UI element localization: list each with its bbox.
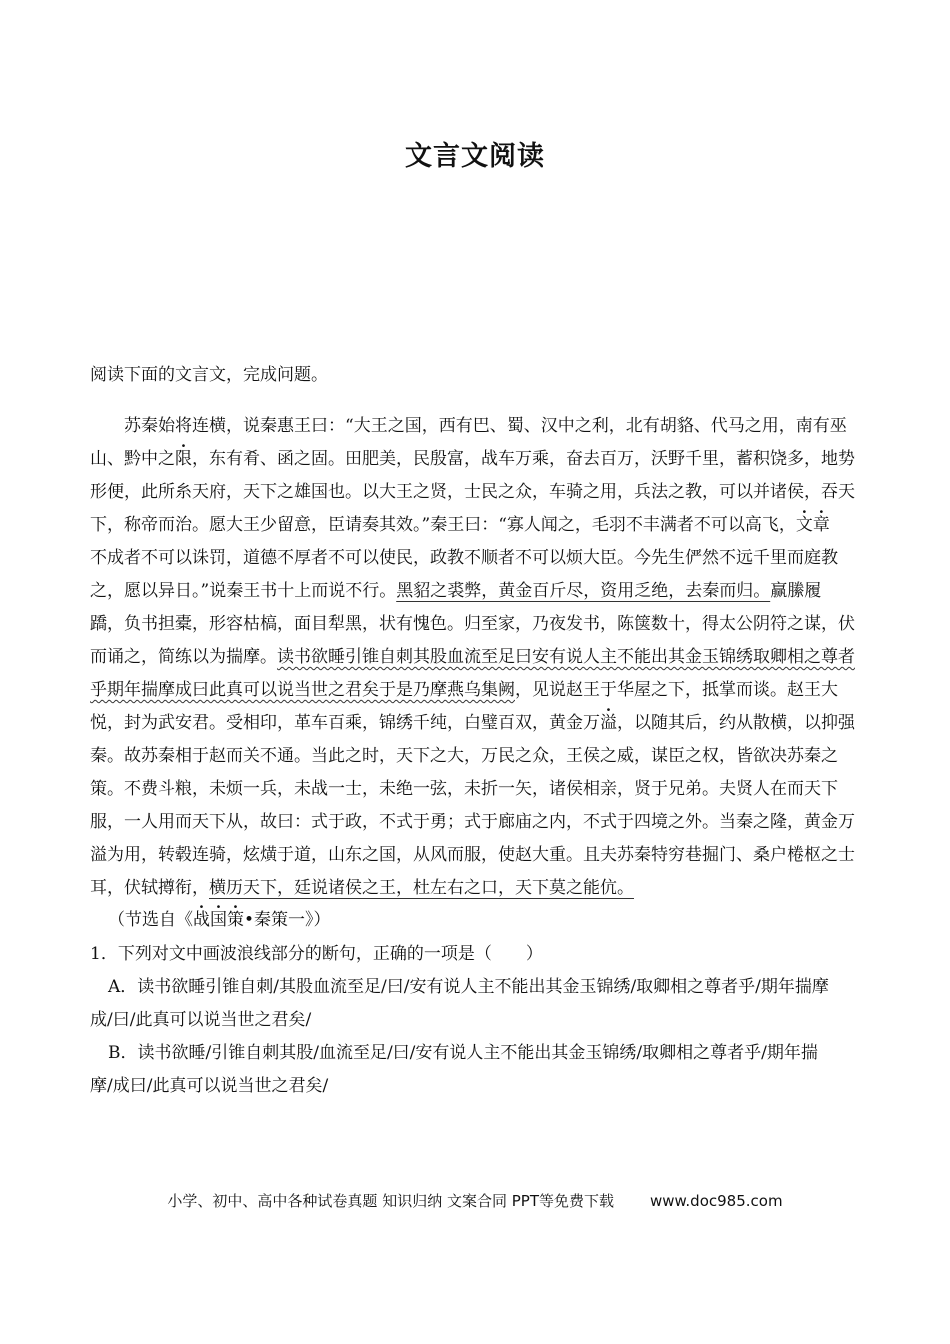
option-a-line-1: A．读书欲睡引锥自刺/其股血流至足/曰/安有说人主不能出其金玉锦绣/取卿相之尊者乎/期年揣摩 — [108, 977, 829, 997]
wavy-underlined-text: 乎期年揣摩成曰此真可以说当世之君矣于是乃摩燕乌集阙 — [90, 680, 515, 700]
passage-line-14: 溢为用，转毂连骑，炫熿于道，山东之国，从风而服，使赵大重。且夫苏秦特穷巷掘门、桑户棬枢之士 — [90, 845, 855, 865]
passage-line-3: 形便，此所糸天府，天下之雄国也。以大王之贤，士民之众，车骑之用，兵法之教，可以并诸侯，吞天 — [90, 482, 855, 502]
footer-text: 小学、初中、高中各种试卷真题 知识归纳 文案合同 PPT等免费下载 — [167, 1192, 614, 1210]
underlined-sentence: 黑貂之裘弊，黄金百斤尽，资用乏绝，去秦而归。 — [396, 581, 771, 601]
page-footer — [0, 1190, 950, 1211]
option-b-line-1: B．读书欲睡/引锥自刺其股/血流至足/曰/安有说人主不能出其金玉锦绣/取卿相之尊者乎/期年揣 — [108, 1043, 818, 1063]
passage-line-6: 之，愿以异日。”说秦王书十上而说不行。黑貂之裘弊，黄金百斤尽，资用乏绝，去秦而归。赢縢履 — [90, 581, 822, 601]
passage-line-1: 苏秦始将连横，说秦惠王曰：“大王之国，西有巴、蜀、汉中之利，北有胡貉、代马之用，南有巫 — [124, 416, 847, 436]
passage-line-10: 悦，封为武安君。受相印，革车百乘，锦绣千纯，白璧百双，黄金万溢，以随其后，约从散横，以抑强 — [90, 713, 855, 733]
passage-line-8: 而诵之，简练以为揣摩。读书欲睡引锥自刺其股血流至足曰安有说人主不能出其金玉锦绣取卿相之尊者 — [90, 647, 855, 667]
passage-line-2: 山、黔中之限，东有肴、函之固。田肥美，民殷富，战车万乘，奋去百万，沃野千里，蓄积饶多，地势 — [90, 449, 855, 469]
emphasis-char: 战 — [193, 910, 210, 930]
passage-line-13: 服，一人用而天下从，故曰：式于政，不式于勇；式于廊庙之内，不式于四境之外。当秦之隆，黄金万 — [90, 812, 855, 832]
passage-line-4: 下，称帝而治。愿大王少留意，臣请奏其效。”秦王曰：“寡人闻之，毛羽不丰满者不可以高飞，文章 — [90, 515, 830, 535]
emphasis-char: 文 — [795, 515, 813, 535]
question-stem: 1．下列对文中画波浪线部分的断句，正确的一项是（ ） — [90, 944, 543, 964]
passage-line-15: 耳，伏轼撙衔，横历天下，廷说诸侯之王，杜左右之口，天下莫之能伉。 — [90, 878, 634, 898]
emphasis-char: 溢 — [600, 713, 617, 733]
emphasis-char: 策 — [227, 910, 244, 930]
passage-line-9: 乎期年揣摩成曰此真可以说当世之君矣于是乃摩燕乌集阙，见说赵王于华屋之下，抵掌而谈。赵王大 — [90, 680, 838, 700]
wavy-underlined-text: 读书欲睡引锥自刺其股血流至足曰安有说人主不能出其金玉锦绣取卿相之尊者 — [277, 647, 855, 667]
option-b-line-2: 摩/成曰/此真可以说当世之君矣/ — [90, 1076, 329, 1096]
passage-line-7: 蹻，负书担橐，形容枯槁，面目犁黑，状有愧色。归至家，乃夜发书，陈箧数十，得太公阴符之谋，伏 — [90, 614, 855, 634]
option-a-line-2: 成/曰/此真可以说当世之君矣/ — [90, 1010, 312, 1030]
source-citation: （节选自《战国策•秦策一》） — [108, 910, 331, 930]
footer-url: www.doc985.com — [649, 1192, 783, 1210]
emphasis-char: 国 — [210, 910, 227, 930]
underlined-sentence: 横历天下，廷说诸侯之王，杜左右之口，天下莫之能伉。 — [209, 878, 634, 898]
document-title: 文言文阅读 — [405, 141, 545, 172]
emphasis-char: 章 — [812, 515, 830, 535]
emphasis-char: 限 — [175, 449, 192, 469]
passage-line-12: 策。不费斗粮，未烦一兵，未战一士，未绝一弦，未折一矢，诸侯相亲，贤于兄弟。夫贤人在而天下 — [90, 779, 838, 799]
passage-line-5: 不成者不可以诛罚，道德不厚者不可以使民，政教不顺者不可以烦大臣。今先生俨然不远千里而庭教 — [90, 548, 838, 568]
passage-line-11: 秦。故苏秦相于赵而关不通。当此之时，天下之大，万民之众，王侯之威，谋臣之权，皆欲决苏秦之 — [90, 746, 838, 766]
instruction-text: 阅读下面的文言文，完成问题。 — [90, 365, 328, 385]
